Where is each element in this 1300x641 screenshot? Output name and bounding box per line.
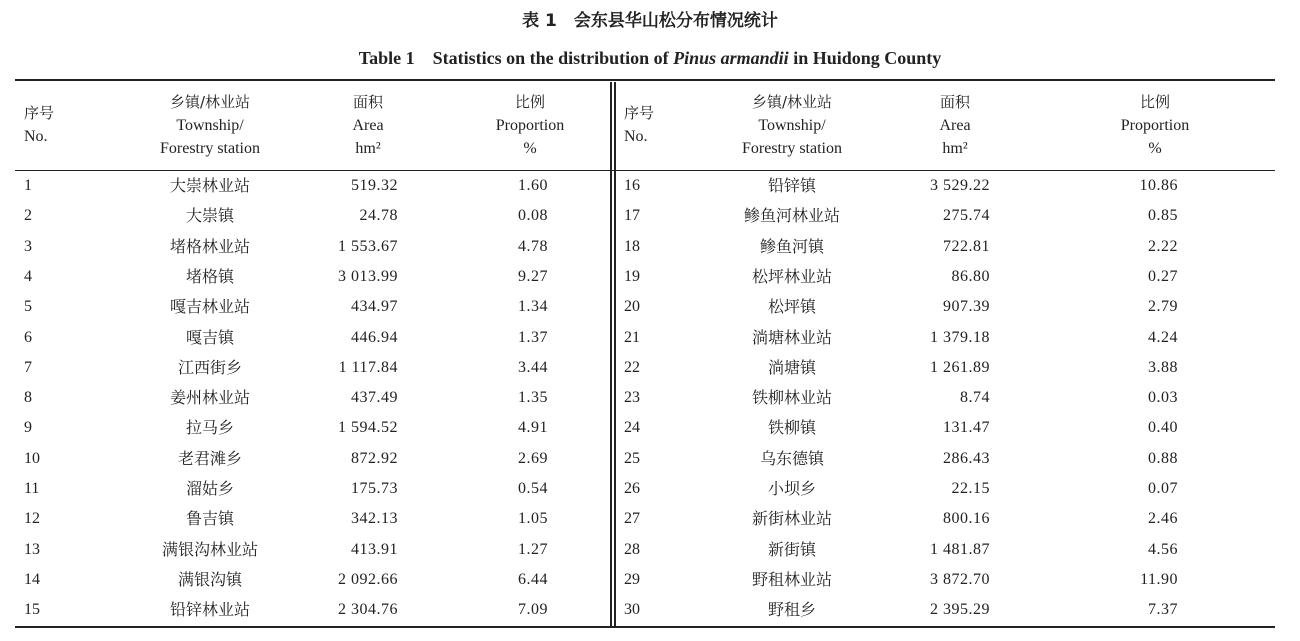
cell-area: 437.49 [351,389,398,407]
table-row [0,201,1300,231]
cell-seq-no: 19 [624,267,640,285]
cell-area: 1 261.89 [930,358,990,376]
cell-area: 2 092.66 [338,570,398,588]
cell-proportion: 4.56 [1148,540,1178,558]
cell-seq-no: 9 [24,419,32,437]
cell-area: 907.39 [943,298,990,316]
cell-area: 800.16 [943,510,990,528]
header-seq-left [24,102,54,148]
header-prop-zh: 比例 [1139,93,1170,111]
cell-station-name: 堵格林业站 [169,236,250,256]
header-seq-zh: 序号 [624,104,655,122]
header-seq-right [624,102,654,148]
cell-area: 1 553.67 [338,237,398,255]
header-prop-en: Proportion [1120,117,1190,134]
header-station-en1: Township/ [176,117,244,134]
header-station-zh: 乡镇/林业站 [169,93,251,111]
cell-proportion: 2.22 [1148,237,1178,255]
cell-seq-no: 10 [24,449,40,467]
cell-seq-no: 30 [624,601,640,619]
cell-proportion: 6.44 [518,570,548,588]
cell-seq-no: 6 [24,328,32,346]
table-caption-english [0,44,1300,70]
cell-station-name: 大崇林业站 [169,176,250,195]
cell-proportion: 7.09 [518,601,548,619]
cell-seq-no: 16 [624,177,640,194]
cell-proportion: 10.86 [1139,177,1178,194]
table-row [0,444,1300,474]
cell-area: 131.47 [943,419,990,437]
cell-seq-no: 2 [24,207,32,225]
table-row [0,262,1300,292]
cell-proportion: 1.34 [518,298,548,316]
cell-proportion: 0.07 [1148,480,1178,497]
cell-seq-no: 28 [624,540,640,558]
cell-proportion: 4.24 [1148,328,1178,346]
cell-station-name: 嘎吉镇 [185,327,234,347]
cell-area: 3 013.99 [338,267,398,285]
top-rule [15,79,1275,81]
cell-station-name: 老君滩乡 [177,448,242,468]
cell-seq-no: 17 [624,207,640,225]
cell-seq-no: 14 [24,570,40,588]
cell-area: 8.74 [960,389,990,407]
header-seq-en: No. [624,128,648,145]
cell-area: 722.81 [943,237,990,255]
cell-proportion: 1.27 [518,540,548,558]
table-row [0,474,1300,504]
cell-area: 413.91 [351,540,398,558]
header-seq-zh: 序号 [24,104,55,122]
header-area-unit: hm² [355,140,381,157]
cell-proportion: 0.27 [1148,267,1178,285]
cell-area: 342.13 [351,510,398,528]
caption-en-suffix: in Huidong County [788,48,942,68]
header-station-en2: Forestry station [742,140,842,157]
table-row [0,565,1300,595]
table-row [0,232,1300,262]
cell-seq-no: 1 [24,177,32,194]
header-station-en2: Forestry station [160,140,260,157]
cell-station-name: 拉马乡 [185,418,234,438]
table-row [0,383,1300,413]
cell-seq-no: 24 [624,419,640,437]
cell-seq-no: 21 [624,328,640,346]
bottom-rule [15,626,1275,628]
header-prop-zh: 比例 [514,93,545,111]
cell-station-name: 姜州林业站 [169,388,250,408]
cell-seq-no: 20 [624,298,640,316]
cell-area: 286.43 [943,449,990,467]
header-area-en: Area [352,117,384,134]
cell-station-name: 淌塘镇 [767,357,816,377]
cell-proportion: 4.78 [518,237,548,255]
cell-proportion: 1.05 [518,510,548,528]
cell-proportion: 3.88 [1148,358,1178,376]
cell-area: 2 304.76 [338,601,398,619]
cell-station-name: 新街镇 [767,539,816,559]
cell-station-name: 野租林业站 [751,569,832,589]
cell-seq-no: 12 [24,510,40,528]
cell-proportion: 0.40 [1148,419,1178,437]
caption-en-prefix: Table 1 Statistics on the distribution of [358,48,674,68]
cell-station-name: 鲹鱼河林业站 [743,206,840,226]
cell-proportion: 7.37 [1148,601,1178,619]
table-row [0,535,1300,565]
cell-proportion: 2.69 [518,449,548,467]
cell-station-name: 淌塘林业站 [751,327,832,347]
cell-area: 3 529.22 [930,177,990,194]
cell-station-name: 江西街乡 [177,357,242,377]
cell-proportion: 2.79 [1148,298,1178,316]
cell-area: 175.73 [351,480,398,497]
cell-station-name: 满银沟镇 [177,569,242,589]
cell-proportion: 11.90 [1140,570,1178,588]
cell-seq-no: 29 [624,570,640,588]
cell-area: 275.74 [943,207,990,225]
cell-area: 1 481.87 [930,540,990,558]
table-row [0,292,1300,322]
cell-seq-no: 23 [624,389,640,407]
caption-en-species: Pinus armandii [673,48,789,68]
cell-station-name: 小坝乡 [767,479,816,498]
header-area-zh: 面积 [352,93,383,111]
cell-seq-no: 11 [24,480,40,497]
cell-station-name: 乌东德镇 [759,448,824,468]
cell-seq-no: 3 [24,237,32,255]
cell-proportion: 0.85 [1148,207,1178,225]
cell-station-name: 堵格镇 [185,266,234,286]
header-station-en1: Township/ [758,117,826,134]
cell-proportion: 3.44 [518,358,548,376]
cell-seq-no: 13 [24,540,40,558]
cell-area: 22.15 [951,480,990,497]
cell-area: 434.97 [351,298,398,316]
header-station-zh: 乡镇/林业站 [751,93,833,111]
table-row [0,504,1300,534]
cell-station-name: 野租乡 [767,600,816,620]
table-row [0,353,1300,383]
cell-station-name: 铁柳林业站 [751,388,832,408]
table-row [0,171,1300,201]
header-station-right [702,91,882,160]
cell-area: 872.92 [351,449,398,467]
cell-proportion: 1.37 [518,328,548,346]
header-seq-en: No. [24,128,48,145]
cell-station-name: 满银沟林业站 [161,539,258,559]
cell-area: 1 117.84 [338,358,398,376]
cell-proportion: 4.91 [518,419,548,437]
cell-station-name: 溜姑乡 [185,479,234,498]
cell-area: 3 872.70 [930,570,990,588]
cell-area: 1 594.52 [338,419,398,437]
cell-area: 1 379.18 [930,328,990,346]
cell-seq-no: 4 [24,267,32,285]
header-prop-left [470,91,590,160]
cell-station-name: 松坪镇 [767,297,816,317]
cell-station-name: 鲁吉镇 [185,509,234,529]
cell-station-name: 鲹鱼河镇 [759,236,824,256]
cell-proportion: 2.46 [1148,510,1178,528]
cell-proportion: 0.88 [1148,449,1178,467]
cell-seq-no: 25 [624,449,640,467]
cell-seq-no: 15 [24,601,40,619]
cell-seq-no: 8 [24,389,32,407]
cell-station-name: 铅锌镇 [767,176,816,195]
cell-seq-no: 18 [624,237,640,255]
cell-station-name: 大崇镇 [185,206,234,226]
header-prop-en: Proportion [495,117,565,134]
table-row [0,413,1300,443]
cell-seq-no: 7 [24,358,32,376]
header-area-right [905,91,1005,160]
header-area-en: Area [939,117,971,134]
table-row [0,595,1300,625]
table-row [0,323,1300,353]
cell-proportion: 1.35 [518,389,548,407]
cell-proportion: 0.54 [518,480,548,497]
cell-station-name: 嘎吉林业站 [169,297,250,317]
cell-seq-no: 22 [624,358,640,376]
cell-station-name: 铁柳镇 [767,418,816,438]
cell-seq-no: 27 [624,510,640,528]
header-area-left [318,91,418,160]
cell-area: 86.80 [951,267,990,285]
cell-area: 2 395.29 [930,601,990,619]
cell-station-name: 新街林业站 [751,509,832,529]
header-prop-unit: % [1148,140,1162,157]
header-station-left [120,91,300,160]
cell-area: 446.94 [351,328,398,346]
header-area-unit: hm² [942,140,968,157]
cell-station-name: 松坪林业站 [751,266,832,286]
cell-seq-no: 5 [24,298,32,316]
cell-proportion: 0.08 [518,207,548,225]
table-caption-chinese: 表 1 会东县华山松分布情况统计 [522,11,778,31]
header-prop-unit: % [523,140,537,157]
cell-area: 519.32 [351,177,398,194]
cell-proportion: 0.03 [1148,389,1178,407]
cell-area: 24.78 [359,207,398,225]
header-prop-right [1095,91,1215,160]
cell-proportion: 1.60 [518,177,548,194]
cell-seq-no: 26 [624,480,640,497]
cell-proportion: 9.27 [518,267,548,285]
cell-station-name: 铅锌林业站 [169,600,250,620]
header-area-zh: 面积 [939,93,970,111]
